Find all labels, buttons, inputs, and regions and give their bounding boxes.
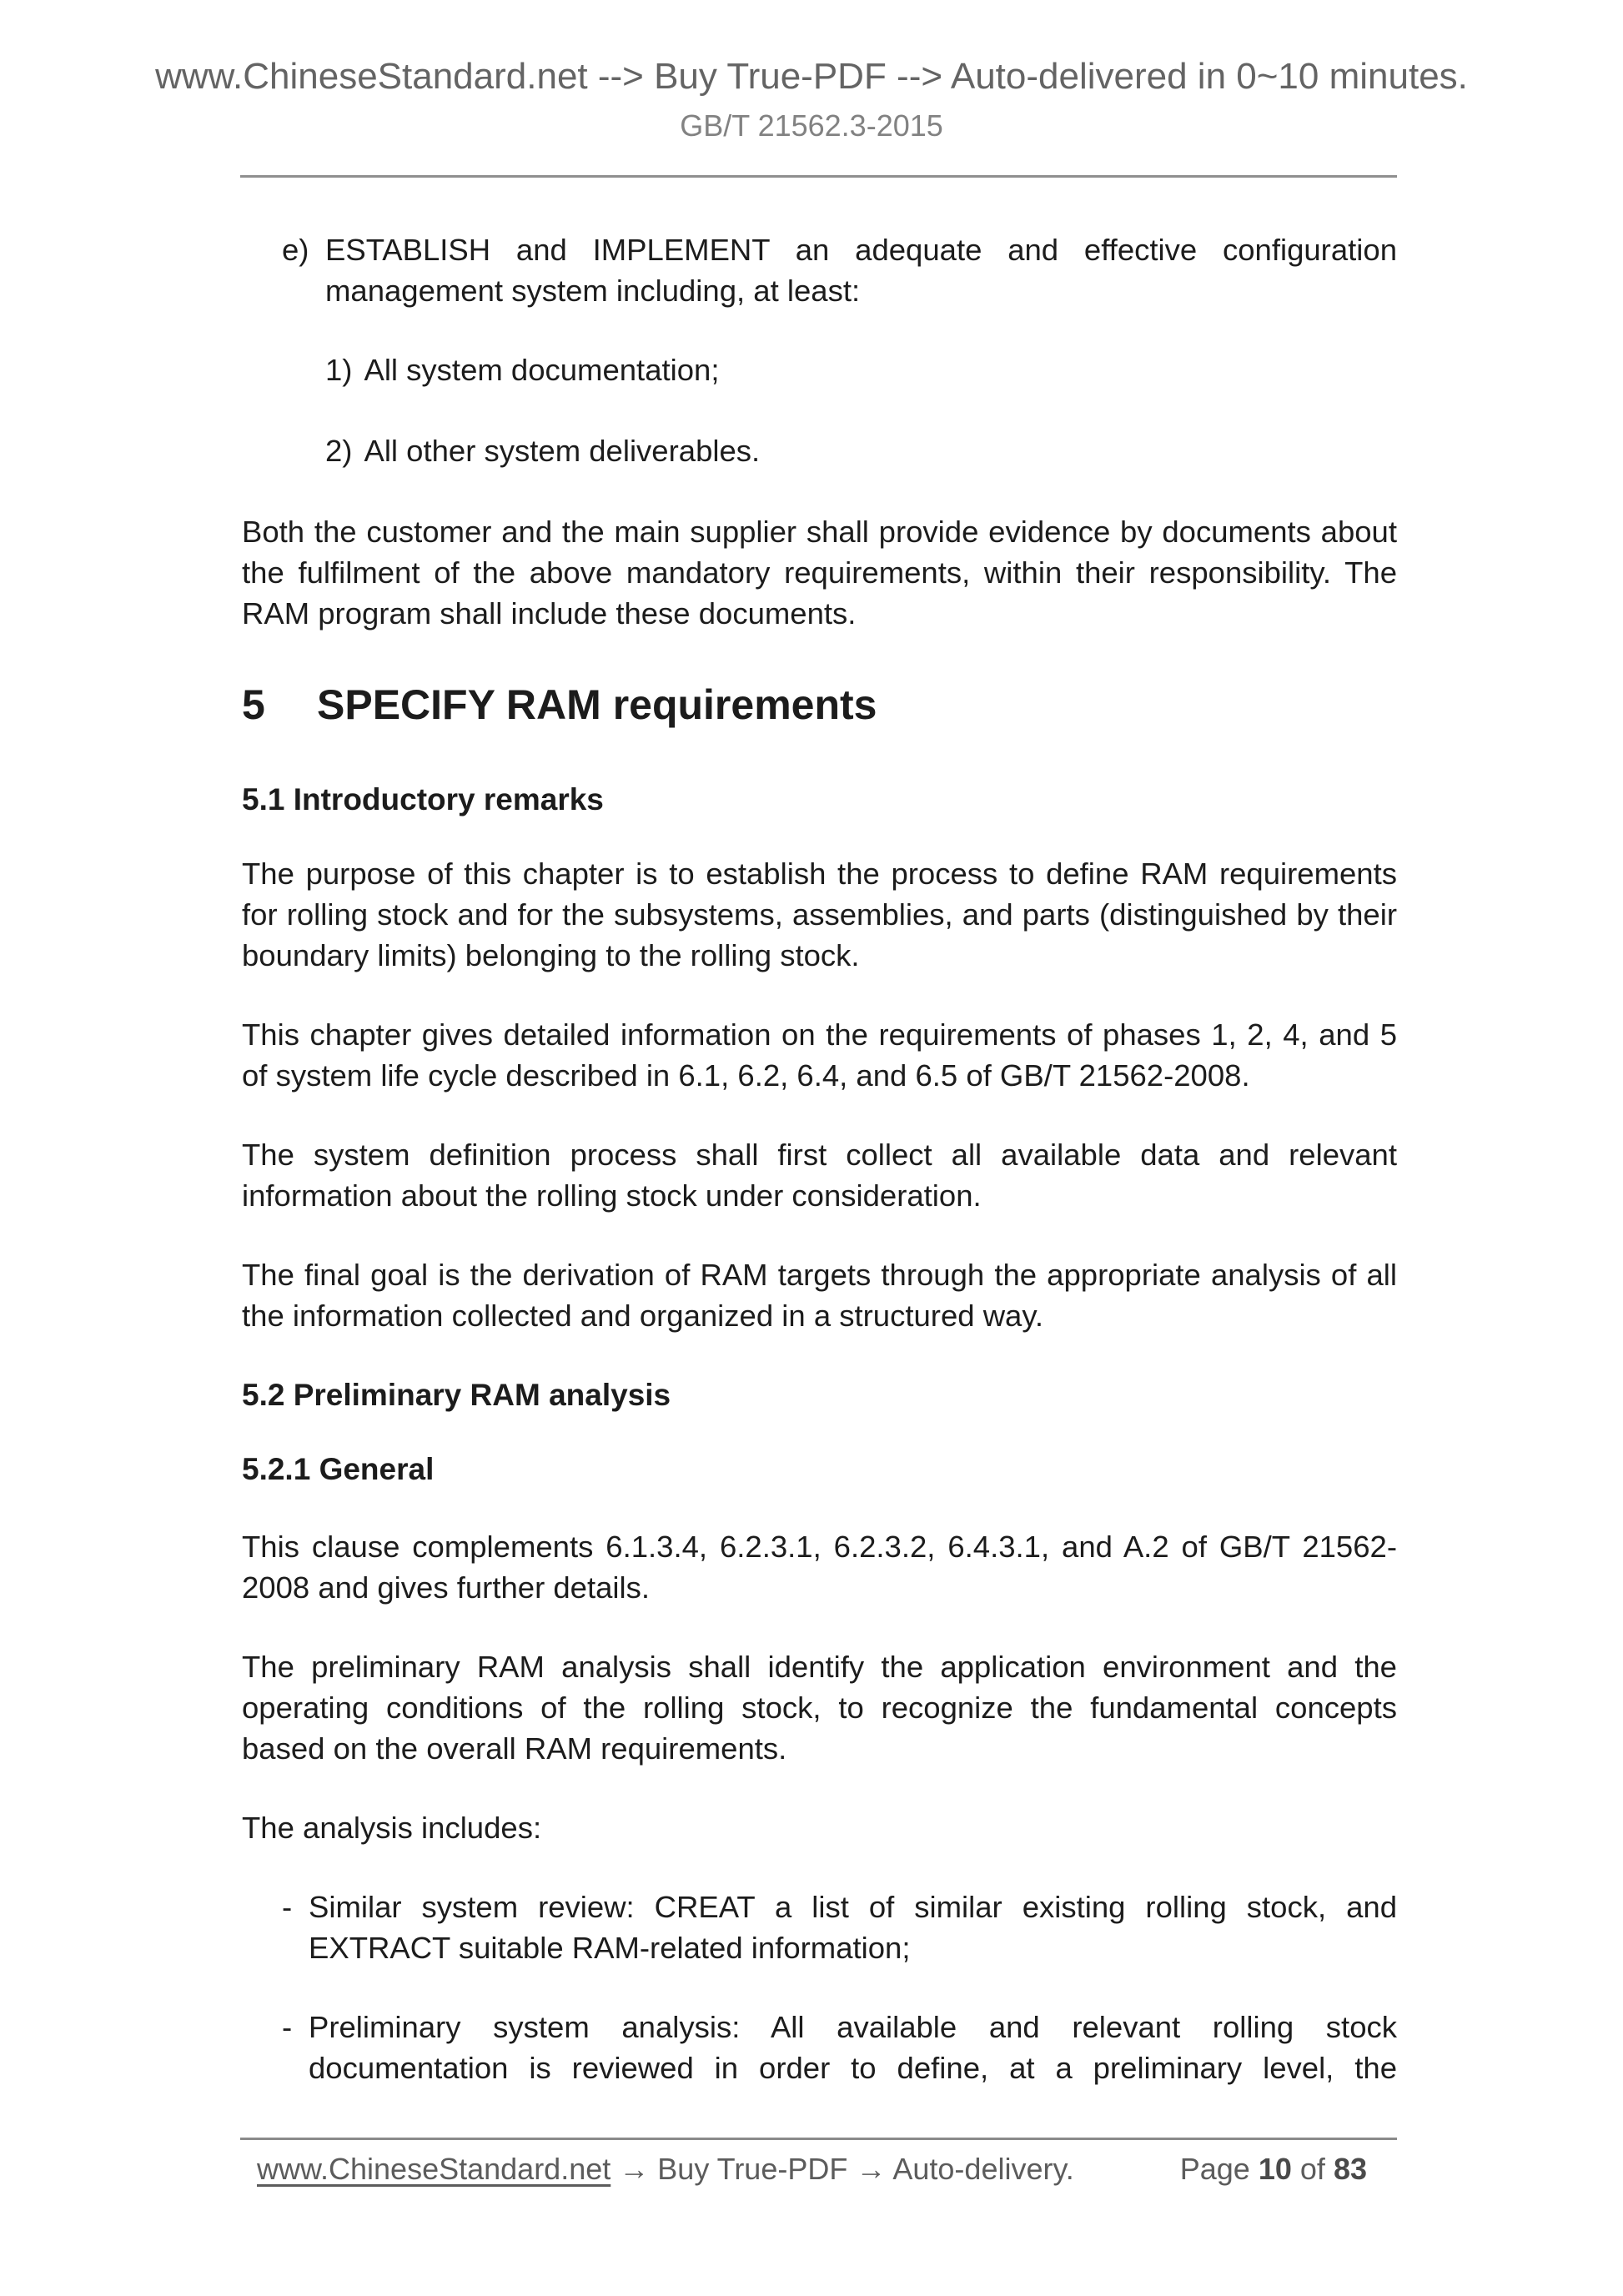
list-item-e-marker: e) [282, 233, 309, 267]
list-item-2-text: All other system deliverables. [364, 434, 761, 468]
list-item-2-marker: 2) [325, 434, 353, 468]
paragraph-purpose: The purpose of this chapter is to establish the process to define RAM requirements for rolling stock and for the subsystems, assemblies, and parts (distinguished by their boundary limits) belonging to the rolling stock. [242, 857, 1397, 972]
footer-of-label: of [1299, 2152, 1325, 2186]
paragraph-chapter-info: This chapter gives detailed information on the requirements of phases 1, 2, 4, and 5 of system life cycle described in 6.1, 6.2, 6.4, and 6.5 of GB/T 21562-2008. [242, 1017, 1397, 1093]
footer-left [257, 2150, 1074, 2188]
list-item-1-text: All system documentation; [364, 353, 720, 387]
page-header [0, 0, 1623, 145]
paragraph-analysis-includes: The analysis includes: [242, 1811, 542, 1845]
dash-item-similar-marker: - [282, 1890, 293, 1924]
footer-site-link[interactable]: www.ChineseStandard.net [257, 2152, 611, 2186]
footer-arrow-icon-2: → [856, 2152, 887, 2186]
document-body [0, 178, 1623, 2088]
paragraph-final-goal: The final goal is the derivation of RAM targets through the appropriate analysis of all the information collected and organized in a structured way. [242, 1258, 1397, 1333]
footer-action-delivery: Auto-delivery. [892, 2152, 1074, 2186]
dash-item-preliminary-marker: - [282, 2010, 293, 2044]
footer-page-label: Page [1179, 2152, 1250, 2186]
footer-page-current: 10 [1258, 2152, 1292, 2186]
subsection-heading-5-2: 5.2 Preliminary RAM analysis [242, 1378, 671, 1412]
list-item-1 [242, 349, 1397, 390]
dash-item-preliminary-system [242, 2007, 1397, 2088]
header-promo-text: www.ChineseStandard.net --> Buy True-PDF --> Auto-delivered in 0~10 minutes. [155, 56, 1468, 97]
paragraph-clause-complements: This clause complements 6.1.3.4, 6.2.3.1, 6.2.3.2, 6.4.3.1, and A.2 of GB/T 21562-2008 and gives further details. [242, 1530, 1397, 1605]
page-footer [240, 2138, 1397, 2188]
footer-page-indicator [1180, 2150, 1367, 2188]
footer-action-buy: Buy True-PDF [657, 2152, 848, 2186]
list-item-2 [242, 430, 1397, 471]
list-item-e [242, 229, 1397, 311]
paragraph-system-definition: The system definition process shall first collect all available data and relevant information about the rolling stock under consideration. [242, 1138, 1397, 1213]
dash-item-similar-system [242, 1887, 1397, 1968]
subsection-heading-5-2-1: 5.2.1 General [242, 1452, 435, 1486]
section-heading-5-number: 5 [242, 681, 265, 728]
paragraph-preliminary-analysis: The preliminary RAM analysis shall identify the application environment and the operating conditions of the rolling stock, to recognize the fundamental concepts based on the overall RAM requirements. [242, 1650, 1397, 1766]
standard-number: GB/T 21562.3-2015 [680, 108, 943, 143]
dash-item-preliminary-text: Preliminary system analysis: All available and relevant rolling stock documentation is reviewed in order to define, at a preliminary level, the [309, 2010, 1397, 2085]
dash-item-similar-text: Similar system review: CREAT a list of similar existing rolling stock, and EXTRACT suitable RAM-related information; [309, 1890, 1397, 1965]
footer-page-total: 83 [1333, 2152, 1367, 2186]
subsection-heading-5-1: 5.1 Introductory remarks [242, 782, 604, 816]
section-heading-5-title: SPECIFY RAM requirements [317, 681, 877, 728]
list-item-e-text: ESTABLISH and IMPLEMENT an adequate and effective configuration management system including, at least: [325, 233, 1397, 308]
footer-arrow-icon: → [619, 2152, 650, 2186]
paragraph-evidence: Both the customer and the main supplier shall provide evidence by documents about the fulfilment of the above mandatory requirements, within their responsibility. The RAM program shall include these documents. [242, 515, 1397, 631]
list-item-1-marker: 1) [325, 353, 353, 387]
section-heading-5 [242, 679, 1397, 731]
